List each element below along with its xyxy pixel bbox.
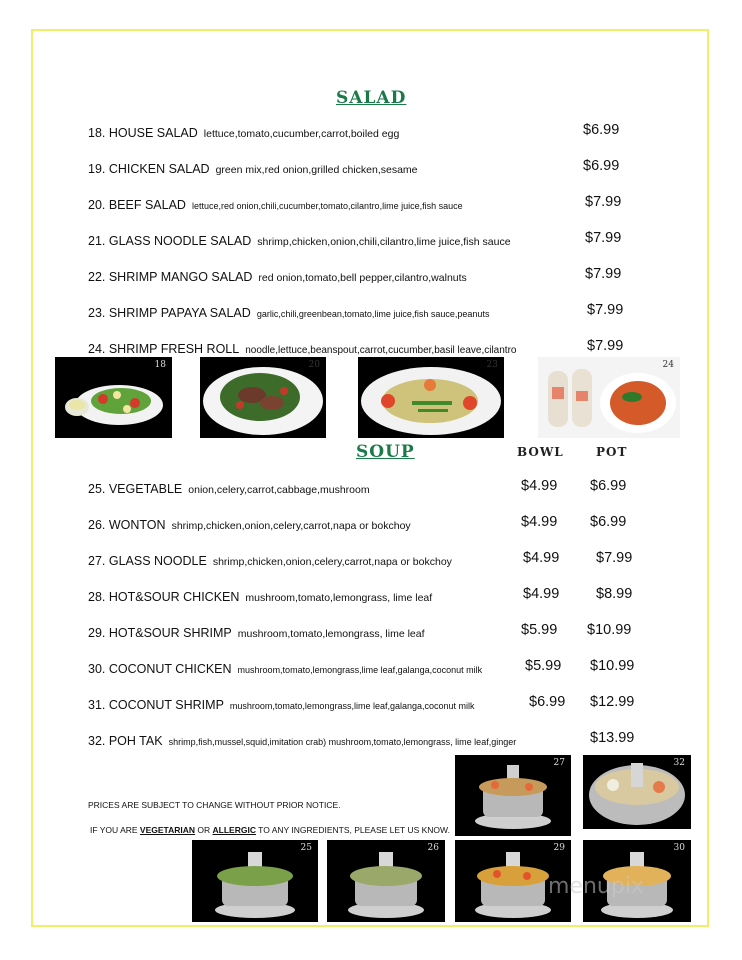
menu-item: 28. HOT&SOUR CHICKEN mushroom,tomato,lemongrass, lime leaf [88,590,433,604]
pot-price: $10.99 [590,658,635,674]
photo-soup-27: 27 [455,755,571,836]
pot-price: $7.99 [596,550,633,566]
menu-item: 30. COCONUT CHICKEN mushroom,tomato,lemongrass,lime leaf,galanga,coconut milk [88,662,483,676]
menu-item: 29. HOT&SOUR SHRIMP mushroom,tomato,lemongrass, lime leaf [88,626,425,640]
bowl-price: $4.99 [521,478,558,494]
menu-item: 25. VEGETABLE onion,celery,carrot,cabbage,mushroom [88,482,370,496]
menu-item: 19. CHICKEN SALAD green mix,red onion,grilled chicken,sesame [88,162,418,176]
item-price: $7.99 [585,194,622,210]
menu-item: 27. GLASS NOODLE shrimp,chicken,onion,celery,carrot,napa or bokchoy [88,554,452,568]
photo-fresh-roll: 24 [538,357,680,438]
dietary-notice: IF YOU ARE VEGETARIAN OR ALLERGIC TO ANY INGREDIENTS, PLEASE LET US KNOW. [90,825,450,835]
pot-price: $6.99 [590,478,627,494]
photo-soup-32: 32 [583,755,691,829]
menu-item: 32. POH TAK shrimp,fish,mussel,squid,imitation crab) mushroom,tomato,lemongrass, lime leaf,ginger [88,734,517,748]
pot-price: $12.99 [590,694,635,710]
bowl-price: $4.99 [523,586,560,602]
photo-soup-29: 29 [455,840,571,922]
bowl-column-header: BOWL [517,445,564,459]
menu-item: 31. COCONUT SHRIMP mushroom,tomato,lemongrass,lime leaf,galanga,coconut milk [88,698,475,712]
photo-soup-30: 30 [583,840,691,922]
soup-heading: SOUP [356,442,415,462]
item-price: $6.99 [583,122,620,138]
bowl-price: $6.99 [529,694,566,710]
pot-price: $13.99 [590,730,635,746]
bowl-price: $4.99 [523,550,560,566]
pot-price: $8.99 [596,586,633,602]
pot-price: $6.99 [590,514,627,530]
menu-item: 21. GLASS NOODLE SALAD shrimp,chicken,onion,chili,cilantro,lime juice,fish sauce [88,234,511,248]
menu-item: 18. HOUSE SALAD lettuce,tomato,cucumber,carrot,boiled egg [88,126,400,140]
menu-item: 24. SHRIMP FRESH ROLL noodle,lettuce,beanspout,carrot,cucumber,basil leave,cilantro [88,342,517,356]
watermark: menupix [548,874,644,899]
menu-item: 26. WONTON shrimp,chicken,onion,celery,carrot,napa or bokchoy [88,518,411,532]
item-price: $7.99 [587,302,624,318]
photo-house-salad: 18 [55,357,172,438]
menu-item: 22. SHRIMP MANGO SALAD red onion,tomato,bell pepper,cilantro,walnuts [88,270,467,284]
item-price: $7.99 [587,338,624,354]
pot-column-header: POT [596,445,628,459]
price-notice: PRICES ARE SUBJECT TO CHANGE WITHOUT PRIOR NOTICE. [88,800,341,810]
item-price: $7.99 [585,230,622,246]
menu-item: 20. BEEF SALAD lettuce,red onion,chili,cucumber,tomato,cilantro,lime juice,fish sauce [88,198,463,212]
menu-item: 23. SHRIMP PAPAYA SALAD garlic,chili,greenbean,tomato,lime juice,fish sauce,peanuts [88,306,490,320]
bowl-price: $4.99 [521,514,558,530]
pot-price: $10.99 [587,622,632,638]
bowl-price: $5.99 [521,622,558,638]
photo-soup-25: 25 [192,840,318,922]
photo-beef-salad: 20 [200,357,326,438]
item-price: $6.99 [583,158,620,174]
salad-heading: SALAD [336,88,407,108]
item-price: $7.99 [585,266,622,282]
bowl-price: $5.99 [525,658,562,674]
photo-papaya-salad: 23 [358,357,504,438]
photo-soup-26: 26 [327,840,445,922]
